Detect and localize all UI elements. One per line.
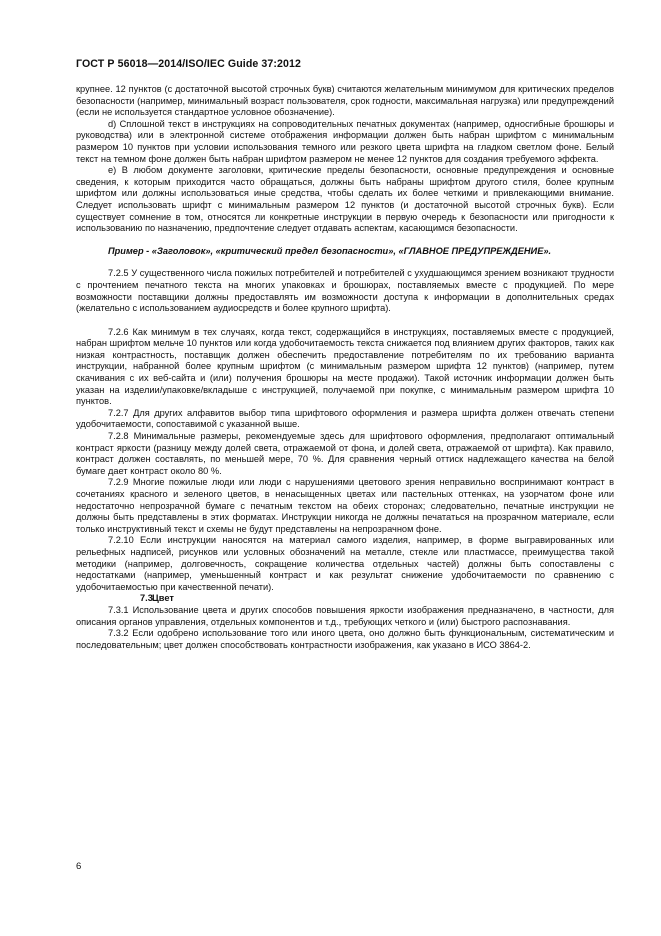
paragraph-7-2-10: 7.2.10 Если инструкции наносятся на материал самого изделия, например, в форме выгравированных или рельефных надписей, рисунков или условных обозначений на металле, стекле или пластмассе, преимущества такой методики (например, долговечность, сокращение количества отдельных частей) должны быть сопоставлены с недостатками (например, уменьшенный контраст и как результат снижение удобочитаемости по сравнению с удобочитаемостью при качественной печати). bbox=[76, 535, 614, 592]
paragraph-7-2-8: 7.2.8 Минимальные размеры, рекомендуемые здесь для шрифтового оформления, предполагают оптимальный контраст яркости (разницу между долей света, отражаемой от фона, и долей света, отражаемой от шрифта). Как правило, контраст должен составлять, по меньшей мере, 70 %. Для сравнения черный оттиск надлежащего качества на белой бумаге дает контраст около 80 %. bbox=[76, 431, 614, 476]
document-header: ГОСТ Р 56018—2014/ISO/IEC Guide 37:2012 bbox=[76, 58, 302, 70]
paragraph-7-3-1: 7.3.1 Использование цвета и других способов повышения яркости изображения предназначено, в частности, для описания органов управления, отдельных компонентов и т.д., требующих четкого и (или) быстрого распознавания. bbox=[76, 604, 614, 627]
section-number: 7.3 bbox=[140, 593, 153, 604]
paragraph-7-2-9: 7.2.9 Многие пожилые люди или люди с нарушениями цветового зрения неправильно воспринимают контраст в сочетаниях красного и зеленого цветов, в ненасыщенных цветах или пастельных оттенках, на узорчатом фоне или недостаточно непрозрачной бумаге с печатным текстом на обеих сторонах; следовательно, печатные инструкции не должны быть представлены в этих форматах. Инструкции никогда не должны печататься на прозрачном материале, если только инструктивный текст и схемы не будут представлены на непрозрачном фоне. bbox=[76, 477, 614, 534]
paragraph-7-2-6: 7.2.6 Как минимум в тех случаях, когда текст, содержащийся в инструкциях, поставляемых вместе с продукцией, набран шрифтом мельче 10 пунктов или когда удобочитаемость текста снижается под влиянием других факторов, таких как низкая контрастность, поставщик должен обеспечить предоставление потребителям по их требованию варианта инструкции, набранной более крупным шрифтом (с минимальным размером шрифта 12 пунктов) (например, путем скачивания с их веб-сайта и (или) получения брошюры на месте продажи). Такой источник информации должен быть указан на изделии/упаковке/вкладыше с инструкцией, получаемой при покупке, с минимальным размером шрифта 10 пунктов. bbox=[76, 326, 614, 407]
paragraph-7-2-7: 7.2.7 Для других алфавитов выбор типа шрифтового оформления и размера шрифта должен отвечать степени удобочитаемости, сопоставимой с указанной выше. bbox=[76, 407, 614, 430]
paragraph-7-3-2: 7.3.2 Если одобрено использование того или иного цвета, оно должно быть функциональным, систематическим и последовательным; цвет должен способствовать контрастности изображения, как указано в ИСО 3864-2. bbox=[76, 628, 614, 650]
paragraph-item-d: d) Сплошной текст в инструкциях на сопроводительных печатных документах (например, односгибные брошюры и руководства) или в электронной системе отображения информации должен быть набран шрифтом с минимальным размером 10 пунктов при условии использования темного или резкого цвета шрифта на гладком светлом фоне. Белый текст на темном фоне должен быть набран шрифтом размером не менее 12 пунктов для создания требуемого эффекта. bbox=[76, 118, 614, 164]
page-number: 6 bbox=[76, 861, 82, 872]
paragraph-7-2-5: 7.2.5 У существенного числа пожилых потребителей и потребителей с ухудшающимся зрением возникают трудности с прочтением печатного текста на многих упаковках и брошюрах, поставляемых вместе с продукцией. По мере возможности поставщики должны предоставлять им возможности доступа к информации в дополнительных средах (желательно с использованием аудиосредств и более крупного шрифта). bbox=[76, 268, 614, 314]
section-heading-7-3 bbox=[76, 593, 614, 605]
document-page bbox=[76, 58, 614, 651]
section-title: Цвет bbox=[152, 593, 174, 604]
paragraph-item-e: e) В любом документе заголовки, критические пределы безопасности, основные предупреждения и основные сведения, к которым приходится часто обращаться, должны быть набраны шрифтом другого стиля, более крупным шрифтом или должны использоваться иные средства, чтобы сделать их более четкими и привлекающими внимание. Следует использовать шрифт с минимальным размером 12 пунктов (и достаточной высотой строчных букв). Если существует сомнение в том, относятся ли конкретные инструкции в первую очередь к безопасности или пригодности к использованию по назначению, предпочтение следует отдавать аспектам, касающимся безопасности. bbox=[76, 165, 614, 234]
example-note: Пример - «Заголовок», «критический предел безопасности», «ГЛАВНОЕ ПРЕДУПРЕЖДЕНИЕ». bbox=[108, 245, 552, 256]
paragraph-continuation: крупнее. 12 пунктов (с достаточной высотой строчных букв) считаются желательным минимумом для критических пределов безопасности (например, минимальный возраст пользователя, срок годности, максимальная нагрузка) или предупреждений (если не используется стандартное условное обозначение). bbox=[76, 84, 614, 118]
